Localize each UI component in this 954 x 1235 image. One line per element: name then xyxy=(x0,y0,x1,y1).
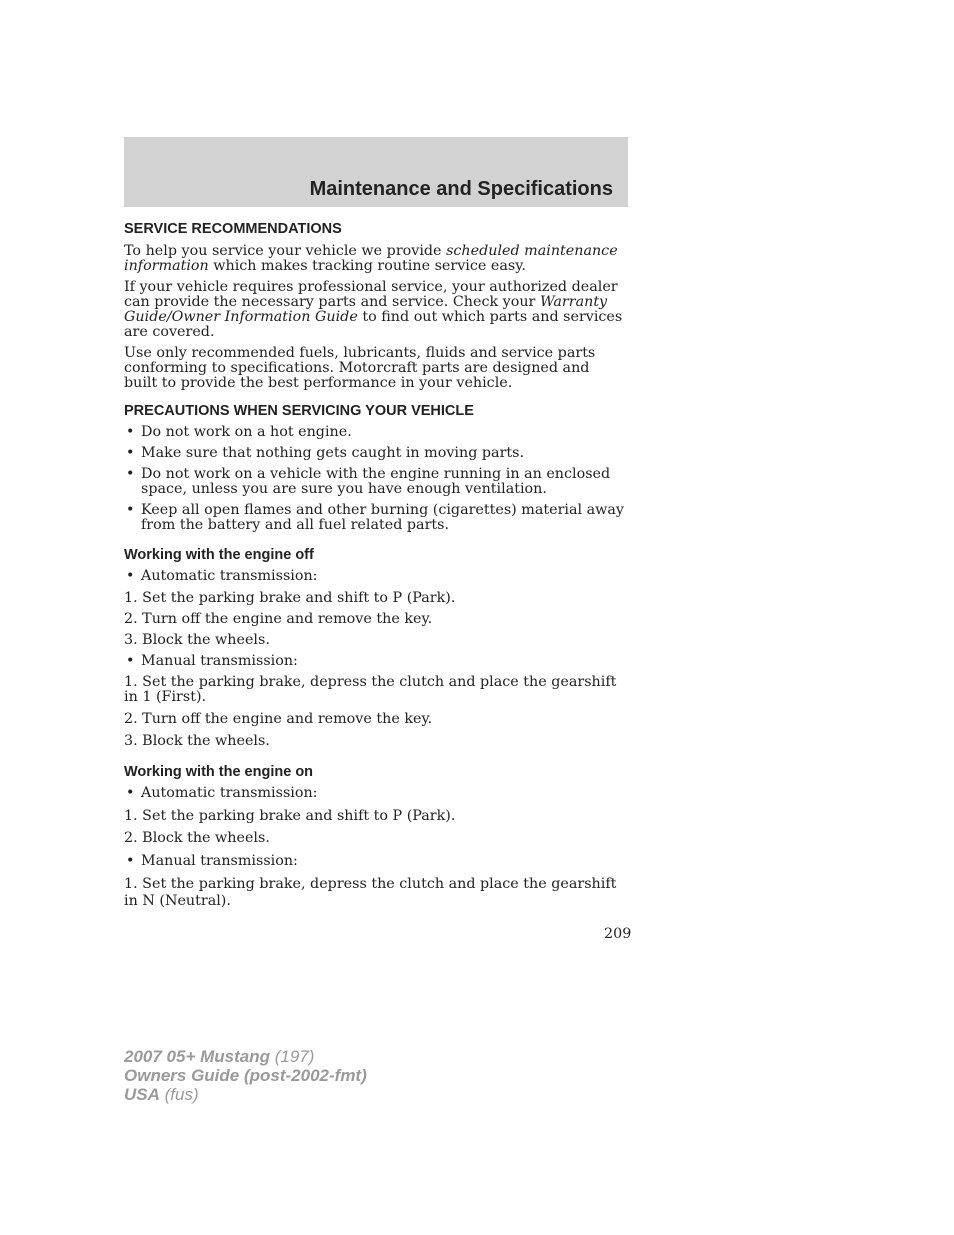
list-item xyxy=(124,786,624,801)
bullet: • xyxy=(126,445,135,461)
list-item-text: Make sure that nothing gets caught in moving parts. xyxy=(141,445,525,461)
bullet: • xyxy=(126,653,135,669)
list-item xyxy=(124,854,624,869)
step: 3. Block the wheels. xyxy=(124,733,270,749)
text: To help you service your vehicle we provide xyxy=(124,243,447,259)
footer-guide: Owners Guide (post-2002-fmt) xyxy=(124,1066,367,1085)
list-item-text: Do not work on a hot engine. xyxy=(141,424,352,440)
service-paragraph-1 xyxy=(124,244,624,274)
document-footer xyxy=(124,1047,367,1104)
list-item-text: Keep all open flames and other burning (cigarettes) material away from the battery and all fuel related parts. xyxy=(141,502,625,533)
footer-model: 2007 05+ Mustang xyxy=(124,1047,270,1066)
list-item xyxy=(124,446,624,461)
text: If your vehicle requires professional service, your authorized dealer can provide the necessary parts and service. Check your xyxy=(124,279,618,310)
list-item-text: Manual transmission: xyxy=(141,853,298,869)
service-paragraph-2 xyxy=(124,280,624,340)
page-content xyxy=(124,220,624,910)
page-number: 209 xyxy=(604,926,632,942)
footer-market: USA xyxy=(124,1085,160,1104)
text: which makes tracking routine service easy. xyxy=(208,258,526,274)
step: 2. Turn off the engine and remove the key. xyxy=(124,711,433,727)
bullet: • xyxy=(126,785,135,801)
bullet: • xyxy=(126,466,135,482)
list-item-text: Do not work on a vehicle with the engine running in an enclosed space, unless you are sure you have enough ventilation. xyxy=(141,466,611,497)
bullet: • xyxy=(126,424,135,440)
list-item xyxy=(124,425,624,440)
bullet: • xyxy=(126,502,135,518)
footer-line xyxy=(124,1066,367,1085)
footer-code: (197) xyxy=(270,1047,315,1066)
step: 1. Set the parking brake and shift to P (Park). xyxy=(124,808,456,824)
step: 2. Turn off the engine and remove the key. xyxy=(124,611,433,627)
precautions-heading: PRECAUTIONS WHEN SERVICING YOUR VEHICLE xyxy=(124,403,474,419)
bullet: • xyxy=(126,853,135,869)
list-item xyxy=(124,467,624,497)
list-item xyxy=(124,569,624,584)
italic-text: Warranty Guide/Owner Information Guide xyxy=(124,294,608,325)
step: 3. Block the wheels. xyxy=(124,632,270,648)
list-item-text: Automatic transmission: xyxy=(141,568,318,584)
step: 1. Set the parking brake, depress the clutch and place the gearshift in N (Neutral). xyxy=(124,876,617,909)
engine-on-heading: Working with the engine on xyxy=(124,764,314,780)
section-header-bar xyxy=(124,137,628,207)
step: 1. Set the parking brake, depress the clutch and place the gearshift in 1 (First). xyxy=(124,674,617,705)
list-item-text: Manual transmission: xyxy=(141,653,298,669)
section-title: Maintenance and Specifications xyxy=(309,178,613,200)
footer-line xyxy=(124,1085,367,1104)
italic-text: scheduled maintenance information xyxy=(124,243,618,274)
list-item xyxy=(124,503,624,533)
engine-off-heading: Working with the engine off xyxy=(124,547,314,563)
list-item xyxy=(124,654,624,669)
step: 1. Set the parking brake and shift to P (Park). xyxy=(124,590,456,606)
service-recommendations-heading: SERVICE RECOMMENDATIONS xyxy=(124,221,342,237)
footer-code: (fus) xyxy=(159,1085,199,1104)
footer-line xyxy=(124,1047,367,1066)
service-paragraph-3: Use only recommended fuels, lubricants, fluids and service parts conforming to specifications. Motorcraft parts are designed and built to provide the best performance in your vehicle. xyxy=(124,345,596,391)
step: 2. Block the wheels. xyxy=(124,830,270,846)
text: to find out which parts and services are covered. xyxy=(124,309,623,340)
bullet: • xyxy=(126,568,135,584)
list-item-text: Automatic transmission: xyxy=(141,785,318,801)
